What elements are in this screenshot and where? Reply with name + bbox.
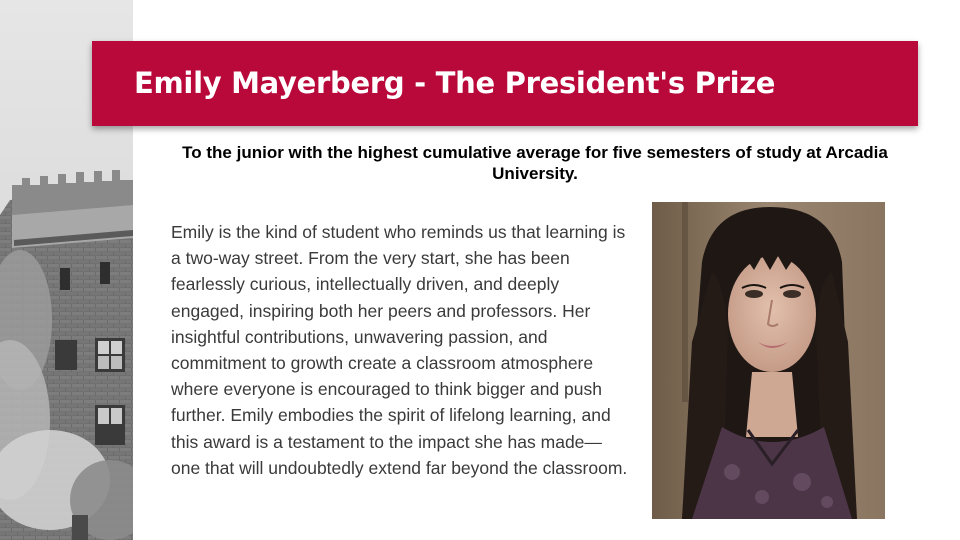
student-portrait-photo — [652, 202, 885, 519]
award-description: Emily is the kind of student who reminds us that learning is a two-way street. From the very start, she has been fearlessly curious, intellectually driven, and deeply engaged, inspiring both her peers and professors. Her insightful contributions, unwavering passion, and commitment to growth create a classroom atmosphere where everyone is encouraged to think bigger and push further. Emily embodies the spirit of lifelong learning, and this award is a testament to the impact she has made—one that will undoubtedly extend far beyond the classroom. — [171, 222, 628, 478]
slide-title: Emily Mayerberg - The President's Prize — [134, 66, 776, 100]
award-criteria: To the junior with the highest cumulative average for five semesters of study at Arcadia University. — [182, 143, 888, 183]
title-banner — [92, 41, 918, 126]
